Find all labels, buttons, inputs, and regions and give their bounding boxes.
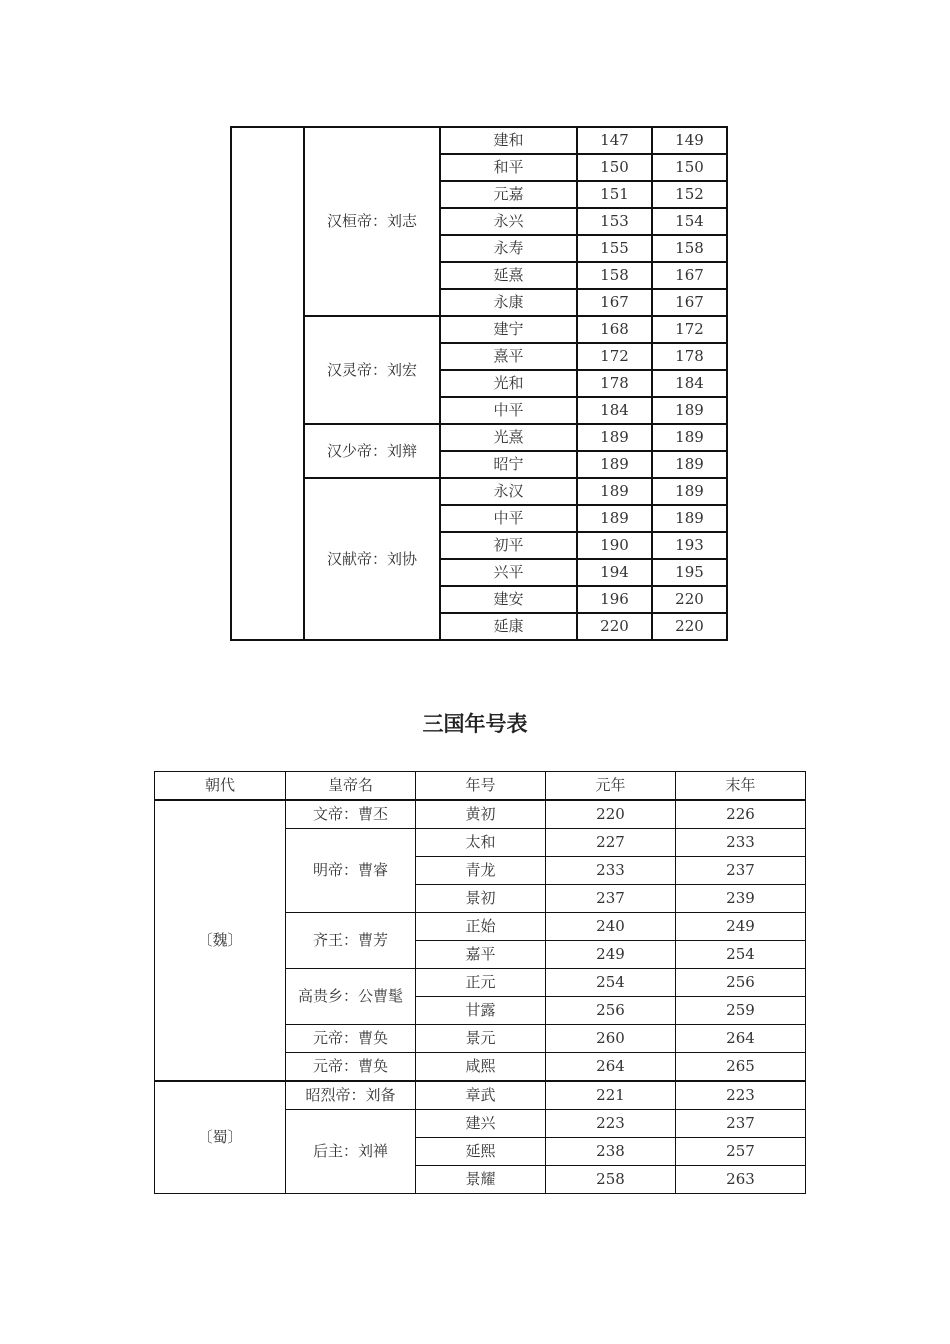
end-year-cell: 167 xyxy=(652,289,727,316)
table-row xyxy=(231,478,727,505)
start-year-cell: 189 xyxy=(577,505,652,532)
start-year-cell: 189 xyxy=(577,478,652,505)
emperor-cell: 明帝：曹睿 xyxy=(286,829,416,913)
start-year-cell: 220 xyxy=(577,613,652,640)
era-name-cell: 永汉 xyxy=(440,478,577,505)
emperor-cell: 元帝：曹奂 xyxy=(286,1053,416,1082)
end-year-cell: 256 xyxy=(676,969,806,997)
start-year-cell: 184 xyxy=(577,397,652,424)
end-year-cell: 152 xyxy=(652,181,727,208)
end-year-cell: 223 xyxy=(676,1081,806,1110)
end-year-cell: 172 xyxy=(652,316,727,343)
start-year-cell: 189 xyxy=(577,451,652,478)
table-row xyxy=(231,316,727,343)
era-name-cell: 光和 xyxy=(440,370,577,397)
sanguo-header-row xyxy=(155,772,806,801)
era-name-cell: 景元 xyxy=(416,1025,546,1053)
header-era: 年号 xyxy=(416,772,546,801)
end-year-cell: 233 xyxy=(676,829,806,857)
era-name-cell: 中平 xyxy=(440,397,577,424)
end-year-cell: 158 xyxy=(652,235,727,262)
start-year-cell: 168 xyxy=(577,316,652,343)
era-name-cell: 青龙 xyxy=(416,857,546,885)
start-year-cell: 264 xyxy=(546,1053,676,1082)
end-year-cell: 195 xyxy=(652,559,727,586)
start-year-cell: 150 xyxy=(577,154,652,181)
era-name-cell: 初平 xyxy=(440,532,577,559)
sanguo-era-table xyxy=(154,771,806,1194)
start-year-cell: 194 xyxy=(577,559,652,586)
emperor-cell: 汉灵帝：刘宏 xyxy=(304,316,440,424)
era-name-cell: 和平 xyxy=(440,154,577,181)
start-year-cell: 153 xyxy=(577,208,652,235)
dynasty-cell: 〔魏〕 xyxy=(155,800,286,1081)
end-year-cell: 178 xyxy=(652,343,727,370)
era-name-cell: 嘉平 xyxy=(416,941,546,969)
era-name-cell: 太和 xyxy=(416,829,546,857)
emperor-cell: 元帝：曹奂 xyxy=(286,1025,416,1053)
end-year-cell: 189 xyxy=(652,478,727,505)
era-name-cell: 建安 xyxy=(440,586,577,613)
end-year-cell: 189 xyxy=(652,451,727,478)
end-year-cell: 265 xyxy=(676,1053,806,1082)
end-year-cell: 237 xyxy=(676,857,806,885)
start-year-cell: 151 xyxy=(577,181,652,208)
start-year-cell: 178 xyxy=(577,370,652,397)
era-name-cell: 正元 xyxy=(416,969,546,997)
header-end-year: 末年 xyxy=(676,772,806,801)
end-year-cell: 150 xyxy=(652,154,727,181)
table-row xyxy=(155,1081,806,1110)
start-year-cell: 238 xyxy=(546,1138,676,1166)
era-name-cell: 昭宁 xyxy=(440,451,577,478)
start-year-cell: 233 xyxy=(546,857,676,885)
start-year-cell: 256 xyxy=(546,997,676,1025)
era-name-cell: 光熹 xyxy=(440,424,577,451)
table-row xyxy=(231,127,727,154)
dynasty-cell: 〔蜀〕 xyxy=(155,1081,286,1194)
era-name-cell: 甘露 xyxy=(416,997,546,1025)
end-year-cell: 189 xyxy=(652,397,727,424)
end-year-cell: 257 xyxy=(676,1138,806,1166)
emperor-cell: 文帝：曹丕 xyxy=(286,800,416,829)
start-year-cell: 260 xyxy=(546,1025,676,1053)
era-name-cell: 正始 xyxy=(416,913,546,941)
era-name-cell: 元嘉 xyxy=(440,181,577,208)
era-name-cell: 永寿 xyxy=(440,235,577,262)
start-year-cell: 227 xyxy=(546,829,676,857)
emperor-cell: 昭烈帝：刘备 xyxy=(286,1081,416,1110)
era-name-cell: 章武 xyxy=(416,1081,546,1110)
end-year-cell: 189 xyxy=(652,505,727,532)
end-year-cell: 237 xyxy=(676,1110,806,1138)
sanguo-table-title: 三国年号表 xyxy=(422,711,528,736)
start-year-cell: 240 xyxy=(546,913,676,941)
era-name-cell: 永康 xyxy=(440,289,577,316)
end-year-cell: 264 xyxy=(676,1025,806,1053)
era-name-cell: 延康 xyxy=(440,613,577,640)
start-year-cell: 249 xyxy=(546,941,676,969)
start-year-cell: 147 xyxy=(577,127,652,154)
start-year-cell: 158 xyxy=(577,262,652,289)
era-name-cell: 建兴 xyxy=(416,1110,546,1138)
end-year-cell: 263 xyxy=(676,1166,806,1194)
end-year-cell: 154 xyxy=(652,208,727,235)
start-year-cell: 196 xyxy=(577,586,652,613)
start-year-cell: 258 xyxy=(546,1166,676,1194)
header-dynasty: 朝代 xyxy=(155,772,286,801)
start-year-cell: 189 xyxy=(577,424,652,451)
end-year-cell: 184 xyxy=(652,370,727,397)
era-name-cell: 延熙 xyxy=(416,1138,546,1166)
end-year-cell: 249 xyxy=(676,913,806,941)
sanguo-era-table-body xyxy=(155,800,806,1194)
table-row xyxy=(155,800,806,829)
han-era-table xyxy=(230,126,728,641)
end-year-cell: 239 xyxy=(676,885,806,913)
emperor-cell: 汉桓帝：刘志 xyxy=(304,127,440,316)
start-year-cell: 167 xyxy=(577,289,652,316)
start-year-cell: 237 xyxy=(546,885,676,913)
han-era-table-body xyxy=(231,127,727,640)
end-year-cell: 226 xyxy=(676,800,806,829)
start-year-cell: 221 xyxy=(546,1081,676,1110)
era-name-cell: 建和 xyxy=(440,127,577,154)
start-year-cell: 254 xyxy=(546,969,676,997)
start-year-cell: 190 xyxy=(577,532,652,559)
era-name-cell: 景耀 xyxy=(416,1166,546,1194)
era-name-cell: 建宁 xyxy=(440,316,577,343)
dynasty-cell xyxy=(231,127,304,640)
era-name-cell: 咸熙 xyxy=(416,1053,546,1082)
emperor-cell: 后主：刘禅 xyxy=(286,1110,416,1194)
start-year-cell: 220 xyxy=(546,800,676,829)
end-year-cell: 167 xyxy=(652,262,727,289)
start-year-cell: 172 xyxy=(577,343,652,370)
emperor-cell: 高贵乡：公曹髦 xyxy=(286,969,416,1025)
era-name-cell: 兴平 xyxy=(440,559,577,586)
era-name-cell: 永兴 xyxy=(440,208,577,235)
era-name-cell: 中平 xyxy=(440,505,577,532)
emperor-cell: 汉少帝：刘辩 xyxy=(304,424,440,478)
start-year-cell: 155 xyxy=(577,235,652,262)
end-year-cell: 254 xyxy=(676,941,806,969)
table-row xyxy=(231,424,727,451)
end-year-cell: 193 xyxy=(652,532,727,559)
start-year-cell: 223 xyxy=(546,1110,676,1138)
emperor-cell: 齐王：曹芳 xyxy=(286,913,416,969)
end-year-cell: 220 xyxy=(652,586,727,613)
era-name-cell: 景初 xyxy=(416,885,546,913)
era-name-cell: 延熹 xyxy=(440,262,577,289)
end-year-cell: 220 xyxy=(652,613,727,640)
era-name-cell: 熹平 xyxy=(440,343,577,370)
end-year-cell: 189 xyxy=(652,424,727,451)
end-year-cell: 259 xyxy=(676,997,806,1025)
header-start-year: 元年 xyxy=(546,772,676,801)
end-year-cell: 149 xyxy=(652,127,727,154)
header-emperor: 皇帝名 xyxy=(286,772,416,801)
era-name-cell: 黄初 xyxy=(416,800,546,829)
emperor-cell: 汉献帝：刘协 xyxy=(304,478,440,640)
